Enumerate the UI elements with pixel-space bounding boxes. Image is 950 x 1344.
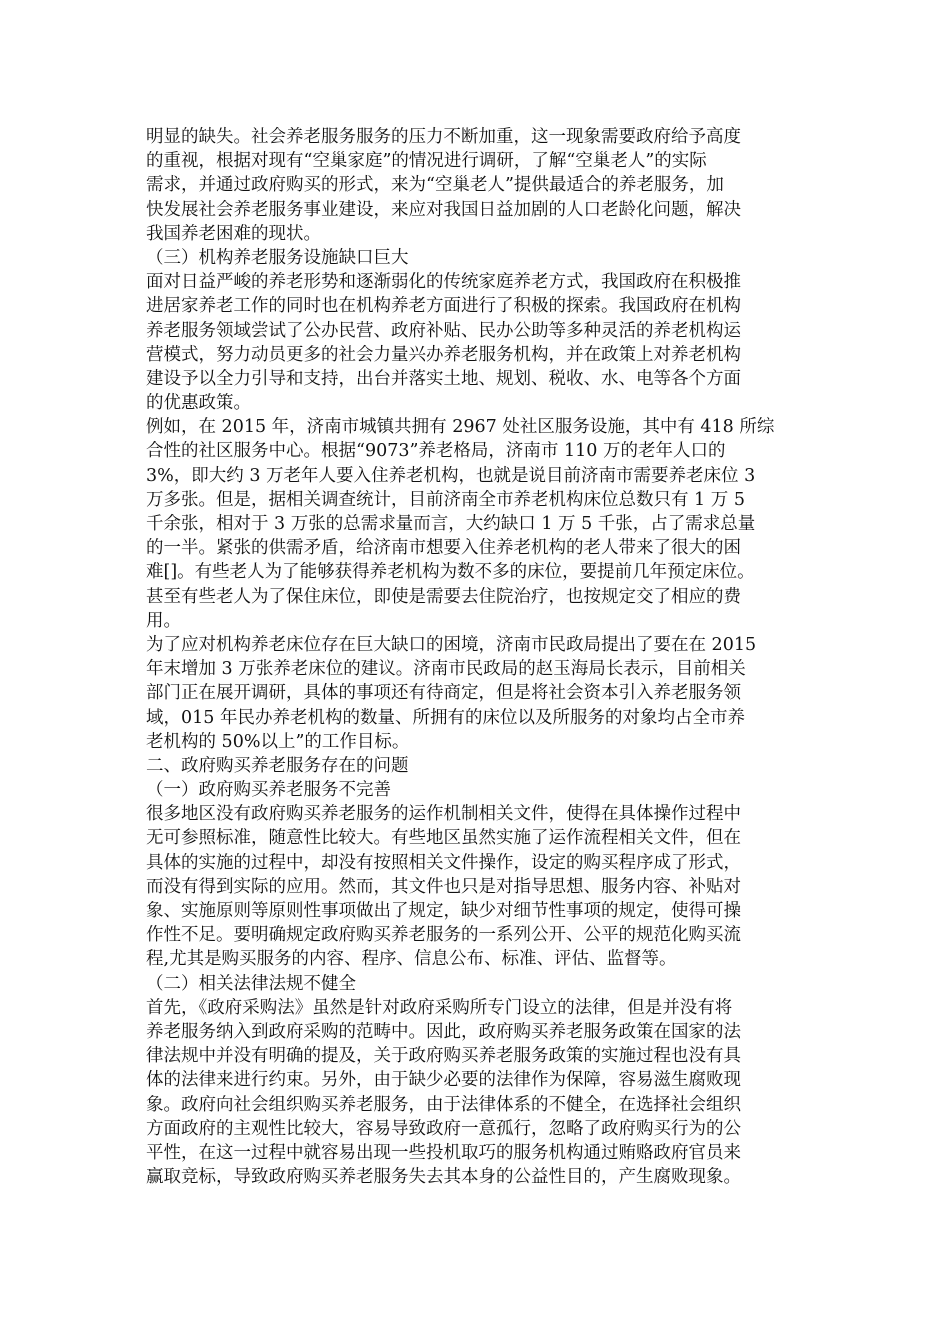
text-line: 甚至有些老人为了保住床位，即使是需要去住院治疗，也按规定交了相应的费: [146, 586, 741, 607]
text-line: 首先，《政府采购法》虽然是针对政府采购所专门设立的法律，但是并没有将: [146, 997, 733, 1018]
text-line: 的重视，根据对现有“空巢家庭”的情况进行调研，了解“空巢老人”的实际: [146, 151, 707, 172]
text-line: 的优惠政策。: [146, 393, 251, 414]
section-heading: （二）相关法律法规不健全: [146, 973, 356, 994]
text-line: 3%，即大约 3 万老年人要入住养老机构，也就是说目前济南市需要养老床位 3: [146, 465, 756, 486]
text-line: 具体的实施的过程中，却没有按照相关文件操作，设定的购买程序成了形式，: [146, 852, 741, 873]
text-line: 年末增加 3 万张养老床位的建议。济南市民政局的赵玉海局长表示，目前相关: [146, 659, 746, 680]
text-line: 万多张。但是，据相关调查统计，目前济南全市养老机构床位总数只有 1 万 5: [146, 489, 745, 510]
text-line: 象、实施原则等原则性事项做出了规定，缺少对细节性事项的规定，使得可操: [146, 901, 741, 921]
text-line: 作性不足。要明确规定政府购买养老服务的一系列公开、公平的规范化购买流: [146, 925, 741, 946]
text-line: 合性的社区服务中心。根据“9073”养老格局，济南市 110 万的老年人口的: [146, 441, 726, 462]
text-line: 无可参照标准，随意性比较大。有些地区虽然实施了运作流程相关文件，但在: [146, 828, 741, 849]
text-line: 老机构的 50%以上”的工作目标。: [146, 731, 410, 752]
text-line: 明显的缺失。社会养老服务服务的压力不断加重，这一现象需要政府给予高度: [146, 127, 741, 147]
text-line: 快发展社会养老服务事业建设，来应对我国日益加剧的人口老龄化问题，解决: [146, 199, 741, 220]
text-line: 建设予以全力引导和支持，出台并落实土地、规划、税收、水、电等各个方面: [146, 368, 741, 389]
text-line: 的一半。紧张的供需矛盾，给济南市想要入住养老机构的老人带来了很大的困: [146, 538, 741, 559]
section-heading: 二、政府购买养老服务存在的问题: [146, 755, 409, 776]
section-heading: （三）机构养老服务设施缺口巨大: [146, 247, 409, 268]
text-line: 用。: [146, 610, 181, 631]
text-line: 营模式，努力动员更多的社会力量兴办养老服务机构，并在政策上对养老机构: [146, 344, 741, 365]
text-line: 我国养老困难的现状。: [146, 223, 321, 244]
text-line: 为了应对机构养老床位存在巨大缺口的困境，济南市民政局提出了要在在 2015: [146, 634, 757, 655]
text-line: 养老服务领域尝试了公办民营、政府补贴、民办公助等多种灵活的养老机构运: [146, 320, 741, 341]
text-line: 赢取竞标，导致政府购买养老服务失去其本身的公益性目的，产生腐败现象。: [146, 1167, 741, 1188]
text-line: 进居家养老工作的同时也在机构养老方面进行了积极的探索。我国政府在机构: [146, 296, 741, 317]
text-line: 方面政府的主观性比较大，容易导致政府一意孤行，忽略了政府购买行为的公: [146, 1118, 741, 1139]
text-line: 面对日益严峻的养老形势和逐渐弱化的传统家庭养老方式，我国政府在积极推: [146, 272, 741, 293]
text-line: 程,尤其是购买服务的内容、程序、信息公布、标准、评估、监督等。: [146, 949, 677, 970]
text-line: 律法规中并没有明确的提及，关于政府购买养老服务政策的实施过程也没有具: [146, 1046, 741, 1067]
text-line: 体的法律来进行约束。另外，由于缺少必要的法律作为保障，容易滋生腐败现: [146, 1070, 741, 1091]
text-line: 象。政府向社会组织购买养老服务，由于法律体系的不健全，在选择社会组织: [146, 1094, 741, 1115]
document-body: [146, 125, 816, 1189]
text-line: 养老服务纳入到政府采购的范畴中。因此，政府购买养老服务政策在国家的法: [146, 1021, 741, 1042]
text-line: 千余张，相对于 3 万张的总需求量而言，大约缺口 1 万 5 千张，占了需求总量: [146, 514, 756, 534]
text-line: 域，015 年民办养老机构的数量、所拥有的床位以及所服务的对象均占全市养: [146, 707, 745, 728]
text-line: 需求，并通过政府购买的形式，来为“空巢老人”提供最适合的养老服务，加: [146, 175, 724, 196]
text-line: 例如，在 2015 年，济南市城镇共拥有 2967 处社区服务设施，其中有 418 所综: [146, 417, 775, 438]
text-line: 很多地区没有政府购买养老服务的运作机制相关文件，使得在具体操作过程中: [146, 804, 741, 825]
section-heading: （一）政府购买养老服务不完善: [146, 780, 391, 801]
text-line: 部门正在展开调研，具体的事项还有待商定，但是将社会资本引入养老服务领: [146, 683, 741, 704]
text-line: 而没有得到实际的应用。然而，其文件也只是对指导思想、服务内容、补贴对: [146, 876, 741, 897]
text-line: 平性，在这一过程中就容易出现一些投机取巧的服务机构通过贿赂政府官员来: [146, 1142, 741, 1163]
text-line: 难[]。有些老人为了能够获得养老机构为数不多的床位，要提前几年预定床位。: [146, 562, 755, 583]
